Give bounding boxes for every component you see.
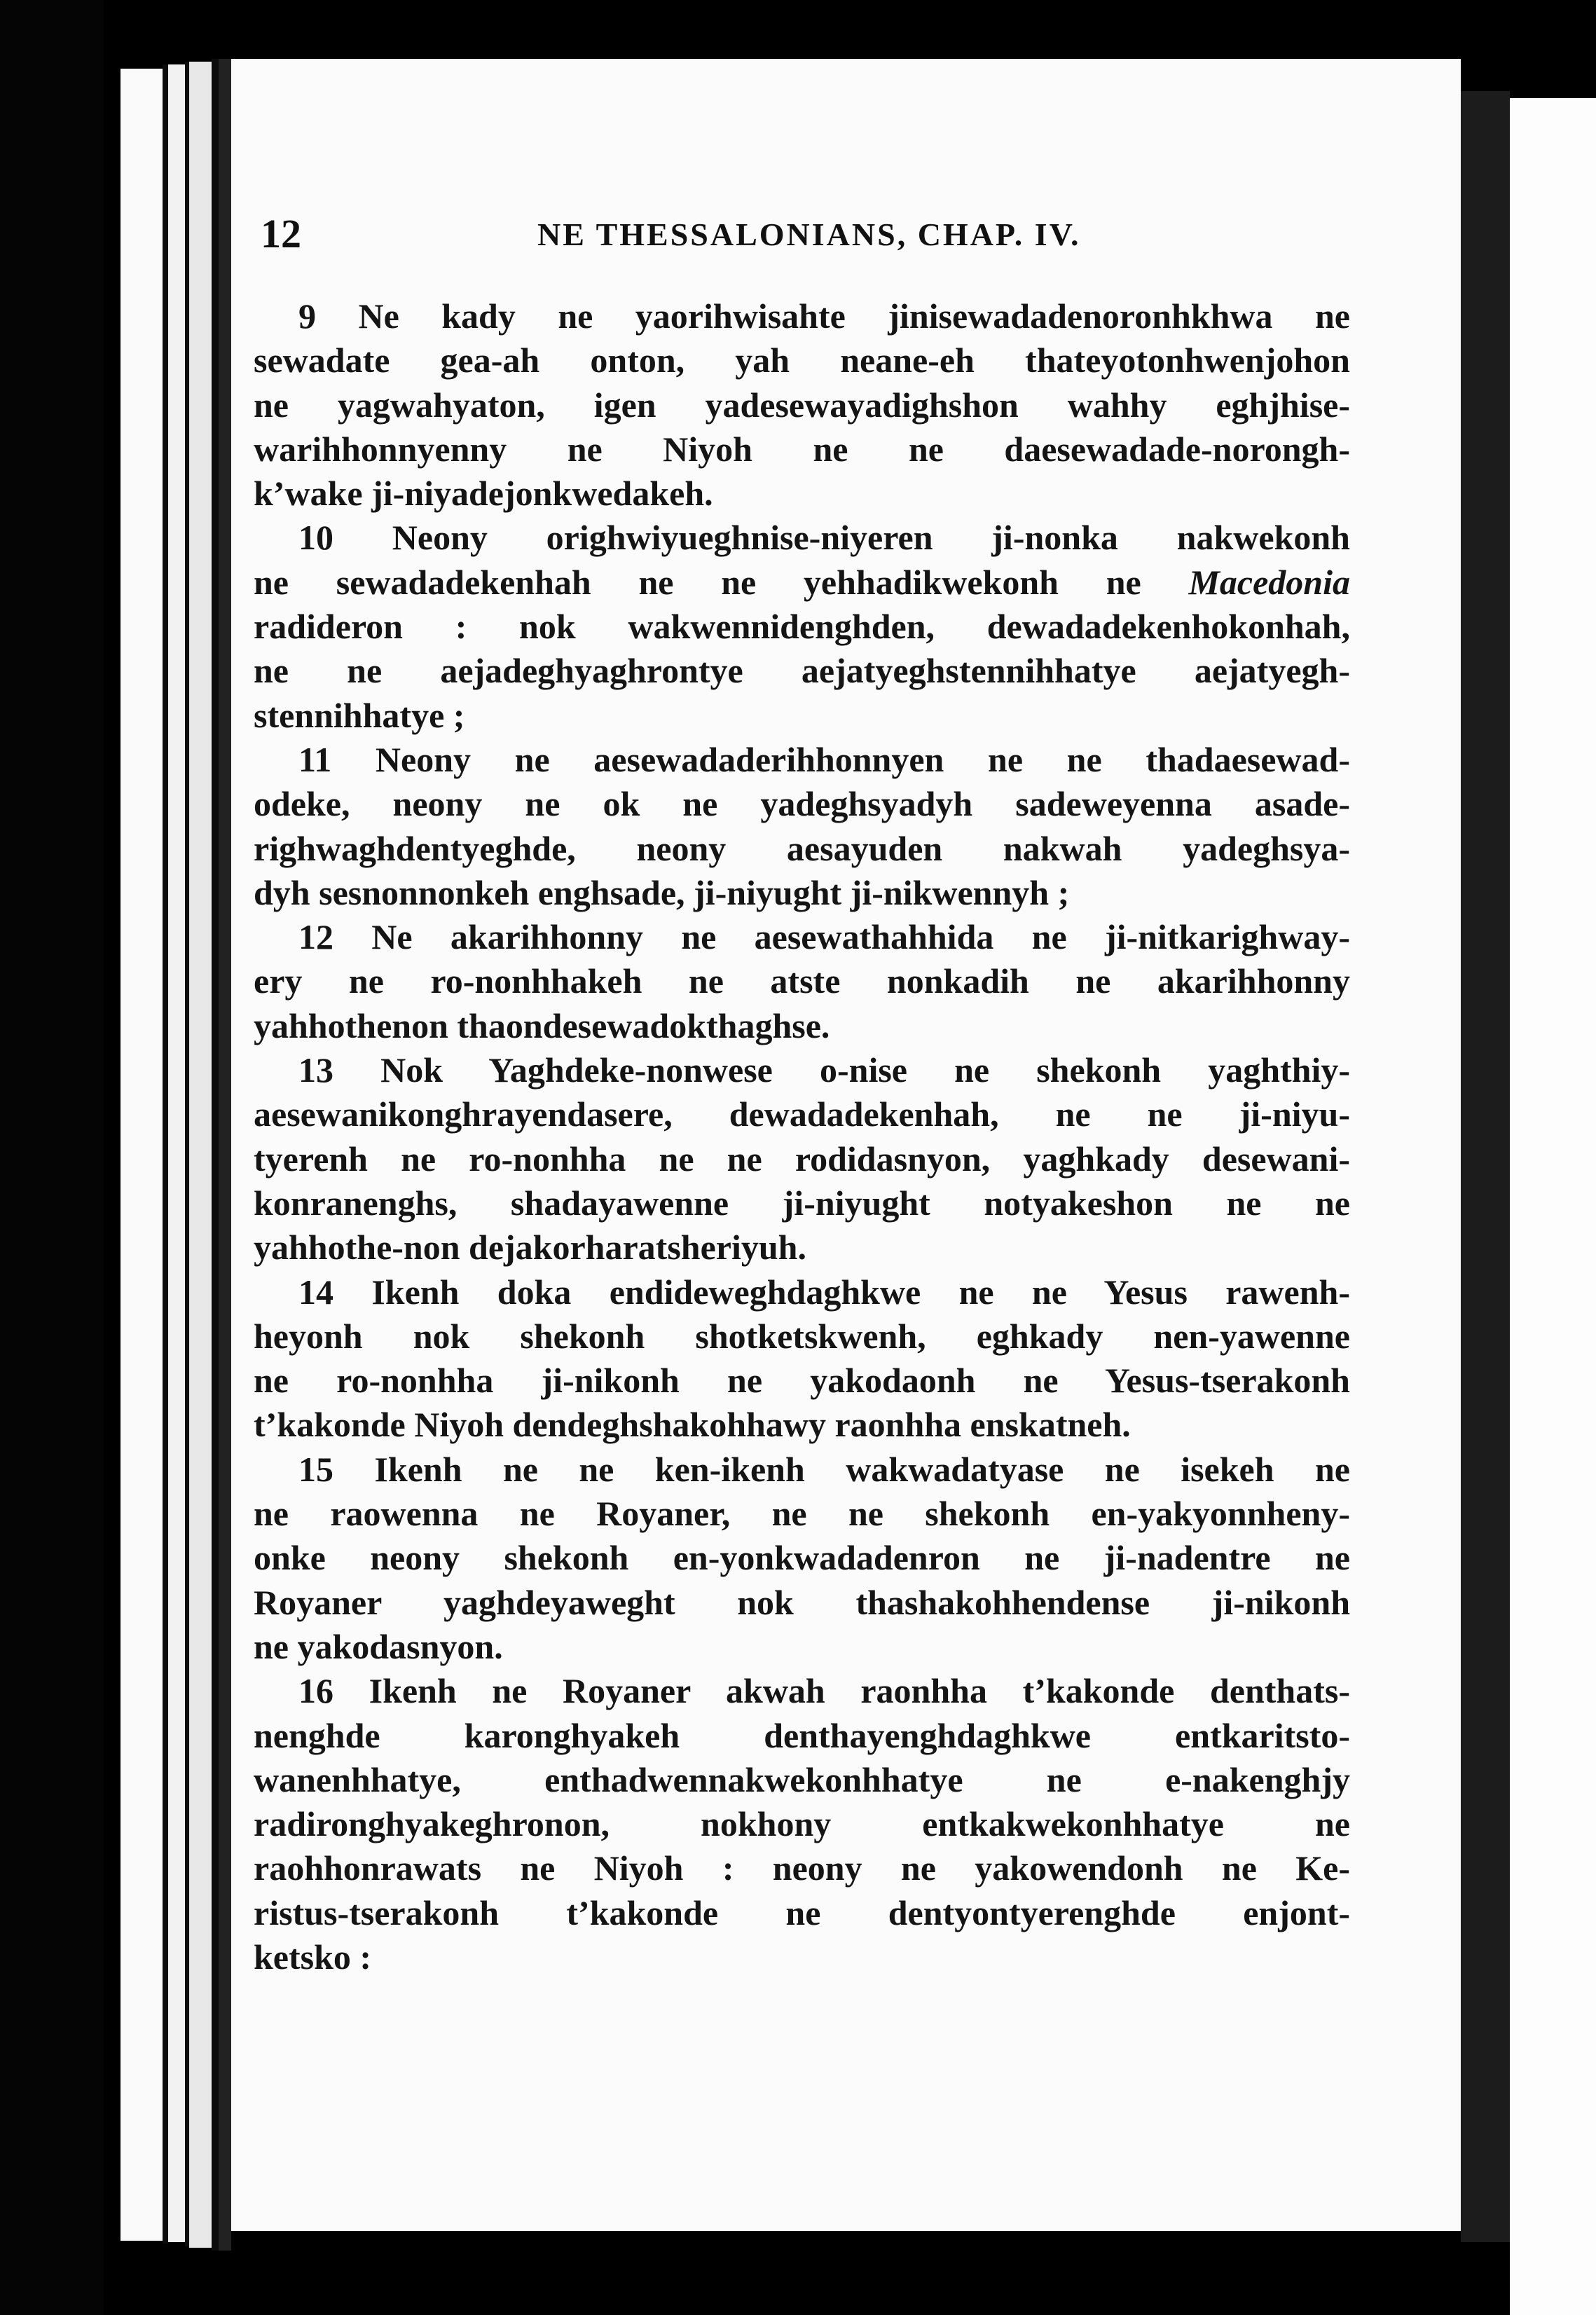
- verse: [254, 516, 1350, 737]
- verse: [254, 915, 1350, 1048]
- page-header: [261, 210, 1305, 259]
- verse-line: ketsko :: [254, 1937, 372, 1977]
- verse-line: 11 Neony ne aesewadaderihhonnyen ne ne thadaesewad-: [298, 739, 1350, 779]
- verse: [254, 1448, 1350, 1669]
- verse-line: t’kakonde Niyoh dendeghshakohhawy raonhha enskatneh.: [254, 1405, 1131, 1445]
- verse-line: aesewanikonghrayendasere, dewadadekenhah, ne ne ji-niyu-: [254, 1094, 1350, 1134]
- verse-line: konranenghs, shadayawenne ji-niyught notyakeshon ne ne: [254, 1183, 1350, 1223]
- verse-line: ne ro-nonhha ji-nikonh ne yakodaonh ne Yesus-tserakonh: [254, 1361, 1350, 1401]
- verse-line: k’wake ji-niyadejonkwedakeh.: [254, 474, 713, 514]
- facing-page-edge: [1510, 98, 1596, 2315]
- verse: [254, 738, 1350, 915]
- verse-line: 13 Nok Yaghdeke-nonwese o-nise ne shekonh yaghthiy-: [298, 1050, 1350, 1090]
- verse-line: 15 Ikenh ne ne ken-ikenh wakwadatyase ne isekeh ne: [298, 1449, 1350, 1489]
- verse-line: wanenhhatye, enthadwennakwekonhhatye ne e-nakenghjy: [254, 1759, 1350, 1799]
- verse-line: ne yagwahyaton, igen yadesewayadighshon wahhy eghjhise-: [254, 385, 1350, 425]
- verse-line: stennihhatye ;: [254, 695, 465, 735]
- verse-line: Royaner yaghdeyaweght nok thashakohhendense ji-nikonh: [254, 1582, 1350, 1622]
- verse-line: radideron : nok wakwennidenghden, dewadadekenhokonhah,: [254, 607, 1350, 647]
- page-edge-rule: [212, 59, 219, 2251]
- verse-line: yahhothe-non dejakorharatsheriyuh.: [254, 1228, 806, 1268]
- verse-line: tyerenh ne ro-nonhha ne ne rodidasnyon, yaghkady desewani-: [254, 1139, 1350, 1179]
- page-edge-strip: [168, 64, 185, 2242]
- verse-line: 10 Neony orighwiyueghnise-niyeren ji-nonka nakwekonh: [298, 518, 1350, 558]
- page-gutter-shadow: [1461, 91, 1510, 2242]
- verse-line: 12 Ne akarihhonny ne aesewathahhida ne ji-nitkarighway-: [298, 917, 1350, 957]
- verse-line: ristus-tserakonh t’kakonde ne dentyontyerenghde enjont-: [254, 1892, 1350, 1932]
- italic-place-name: Macedonia: [1188, 562, 1350, 602]
- verse-line: odeke, neony ne ok ne yadeghsyadyh sadeweyenna asade-: [254, 784, 1350, 824]
- verse-line: ne raowenna ne Royaner, ne ne shekonh en-yakyonnheny-: [254, 1494, 1350, 1534]
- page-edge-rule: [163, 64, 168, 2244]
- verse-line: warihhonnyenny ne Niyoh ne ne daesewadade-norongh-: [254, 429, 1350, 469]
- verse: [254, 1669, 1350, 1979]
- scan-margin-left: [0, 0, 104, 2315]
- verse-line: heyonh nok shekonh shotketskwenh, eghkady nen-yawenne: [254, 1316, 1350, 1356]
- page-edge-rule: [185, 62, 189, 2246]
- verse-line: dyh sesnonnonkeh enghsade, ji-niyught ji-nikwennyh ;: [254, 872, 1070, 912]
- verse-line: yahhothenon thaondesewadokthaghse.: [254, 1005, 830, 1045]
- verse-line: radironghyakeghronon, nokhony entkakwekonhhatye ne: [254, 1804, 1350, 1844]
- verse: [254, 1270, 1350, 1448]
- verse-line: 16 Ikenh ne Royaner akwah raonhha t’kakonde denthats-: [298, 1671, 1350, 1711]
- page-number: 12: [261, 211, 301, 256]
- verse-line: ne ne aejadeghyaghrontye aejatyeghstennihhatye aejatyegh-: [254, 651, 1350, 691]
- verse-line: ery ne ro-nonhhakeh ne atste nonkadih ne akarihhonny: [254, 961, 1350, 1001]
- verse-line: 14 Ikenh doka endideweghdaghkwe ne ne Yesus rawenh-: [298, 1272, 1350, 1312]
- verse-line: ne yakodasnyon.: [254, 1626, 503, 1666]
- verse: [254, 1048, 1350, 1270]
- verse-line: sewadate gea-ah onton, yah neane-eh thateyotonhwenjohon: [254, 341, 1350, 380]
- page-edge-strip: [189, 62, 212, 2248]
- verse-line: onke neony shekonh en-yonkwadadenron ne ji-nadentre ne: [254, 1538, 1350, 1578]
- verse-line: 9 Ne kady ne yaorihwisahte jinisewadadenoronhkhwa ne: [298, 296, 1350, 336]
- verse-line: raohhonrawats ne Niyoh : neony ne yakowendonh ne Ke-: [254, 1848, 1350, 1888]
- chapter-text: [254, 294, 1350, 1979]
- verse-line: ne sewadadekenhah ne ne yehhadikwekonh ne Macedonia: [254, 562, 1350, 602]
- page-edge-rule: [219, 59, 231, 2251]
- verse-line: righwaghdentyeghde, neony aesayuden nakwah yadeghsya-: [254, 828, 1350, 868]
- verse-line: nenghde karonghyakeh denthayenghdaghkwe entkaritsto-: [254, 1715, 1350, 1755]
- page-edge-strip: [121, 69, 163, 2241]
- verse: [254, 294, 1350, 516]
- running-head: NE THESSALONIANS, CHAP. IV.: [537, 217, 1081, 252]
